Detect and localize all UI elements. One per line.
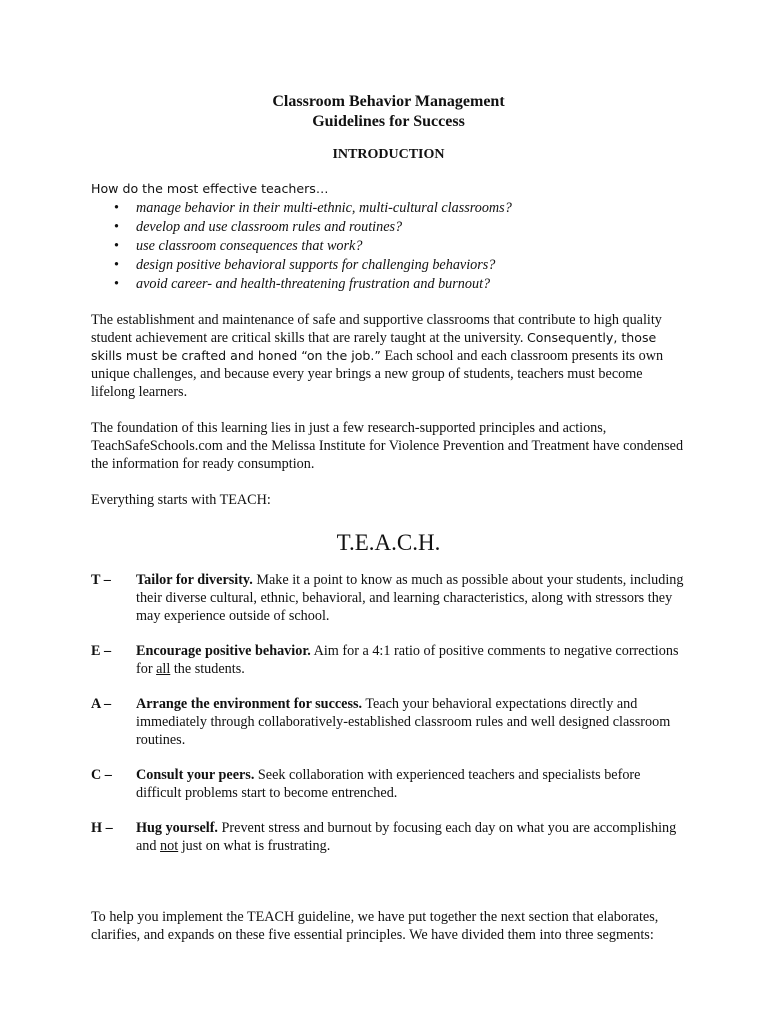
bullet-icon: • xyxy=(114,200,119,216)
teach-item-title: Tailor for diversity. xyxy=(136,572,253,588)
teach-item-text: Teach your behavioral expectations directly and immediately through collaboratively-established classroom rules and well designed classroom routines. xyxy=(136,696,671,748)
teach-item-text: Seek collaboration with experienced teachers and specialists before difficult problems start to become entrenched. xyxy=(136,767,641,801)
teach-item-h: H – Hug yourself. Prevent stress and burnout by focusing each day on what you are accomplishing and not just on what is frustrating. xyxy=(91,820,677,854)
underlined-word: not xyxy=(160,838,179,854)
teach-item-t xyxy=(91,571,686,625)
paragraph-establishment: The establishment and maintenance of safe and supportive classrooms that contribute to high quality student achievement are critical skills that are rarely taught at the university. Consequently, those skills must be crafted and honed “on the job.” Each school and each classroom presents its own unique challenges, and because every year brings a new group of students, teachers must become lifelong learners. xyxy=(91,312,664,400)
bullet-icon: • xyxy=(114,276,119,292)
title-line-2: Guidelines for Success xyxy=(312,113,465,130)
document-title xyxy=(91,92,686,132)
bullet-icon: • xyxy=(114,238,119,254)
teach-item-text: Make it a point to know as much as possible about your students, including their diverse cultural, ethnic, behavioral, and learning characteristics, along with stressors they may experience outside of school. xyxy=(136,572,684,624)
teach-item-title: Arrange the environment for success. xyxy=(136,696,363,712)
teach-letter: A – xyxy=(91,696,112,712)
teach-letter: H – xyxy=(91,820,113,836)
underlined-word: all xyxy=(156,661,171,677)
teach-item-a xyxy=(91,695,686,749)
paragraph-foundation: The foundation of this learning lies in just a few research-supported principles and actions, TeachSafeSchools.com and the Melissa Institute for Violence Prevention and Treatment have condensed the information for ready consumption. xyxy=(91,420,684,472)
teach-letter: C – xyxy=(91,767,112,783)
teach-letter: T – xyxy=(91,572,111,588)
list-item: • manage behavior in their multi-ethnic, multi-cultural classrooms? xyxy=(114,200,512,216)
question-bullet-list xyxy=(91,199,686,294)
introduction-heading: INTRODUCTION xyxy=(332,147,445,162)
lead-question: How do the most effective teachers… xyxy=(91,181,329,196)
teach-item-title: Hug yourself. xyxy=(136,820,218,836)
document-page xyxy=(91,92,686,944)
list-item: • develop and use classroom rules and routines? xyxy=(114,219,403,235)
teach-item-title: Consult your peers. xyxy=(136,767,255,783)
teach-item-c xyxy=(91,766,686,802)
teach-item-title: Encourage positive behavior. xyxy=(136,643,311,659)
list-item: • avoid career- and health-threatening frustration and burnout? xyxy=(114,276,491,292)
teach-item-e: E – Encourage positive behavior. Aim for a 4:1 ratio of positive comments to negative corrections for all the students. xyxy=(91,643,679,677)
list-item: • use classroom consequences that work? xyxy=(114,238,363,254)
paragraph-everything-starts: Everything starts with TEACH: xyxy=(91,492,271,508)
title-line-1: Classroom Behavior Management xyxy=(272,93,505,110)
teach-heading: T.E.A.C.H. xyxy=(336,530,441,555)
paragraph-implement: To help you implement the TEACH guideline, we have put together the next section that elaborates, clarifies, and expands on these five essential principles. We have divided them into three segments: xyxy=(91,909,659,943)
bullet-icon: • xyxy=(114,219,119,235)
teach-letter: E – xyxy=(91,643,112,659)
bullet-icon: • xyxy=(114,257,119,273)
list-item: • design positive behavioral supports for challenging behaviors? xyxy=(114,257,496,273)
